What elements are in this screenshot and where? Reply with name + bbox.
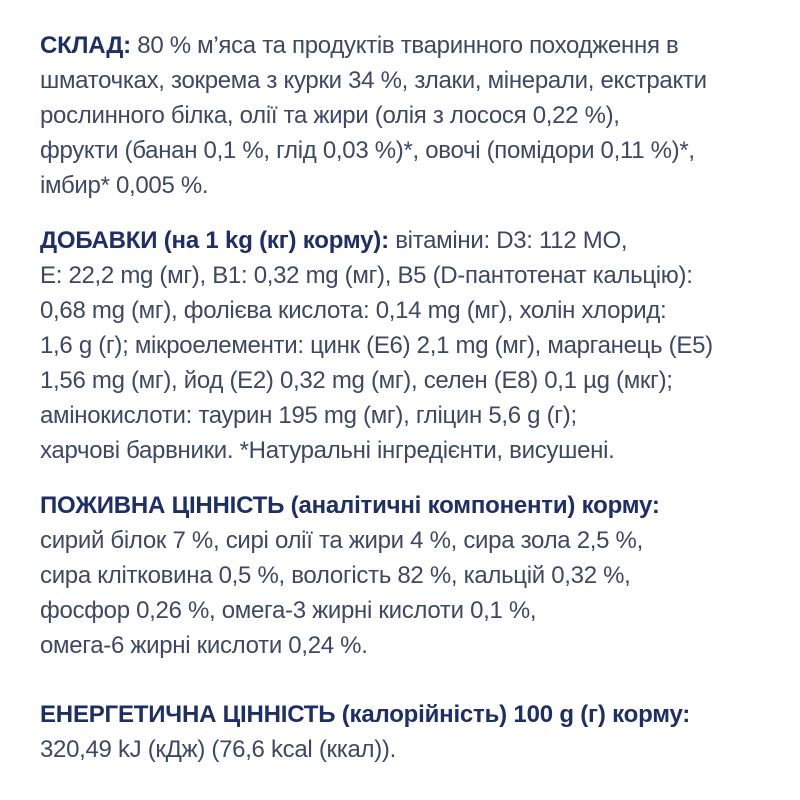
text-line: 80 % м’яса та продуктів тваринного походження в <box>130 32 679 59</box>
text-line: імбир* 0,005 %. <box>40 172 209 199</box>
text-line: фосфор 0,26 %, омега-3 жирні кислоти 0,1 %, <box>40 597 537 624</box>
section-heading: ЕНЕРГЕТИЧНА ЦІННІСТЬ (калорійність) 100 g (г) корму: <box>40 701 691 728</box>
text-line: омега-6 жирні кислоти 0,24 %. <box>40 632 368 659</box>
text-line: шматочках, зокрема з курки 34 %, злаки, мінерали, екстракти <box>40 67 707 94</box>
section-energy <box>40 697 770 767</box>
text-line: вітаміни: D3: 112 МО, <box>388 227 628 254</box>
section-heading: ПОЖИВНА ЦІННІСТЬ (аналітичні компоненти) корму: <box>40 492 660 519</box>
section-nutrition <box>40 488 770 663</box>
text-line: 1,6 g (г); мікроелементи: цинк (E6) 2,1 mg (мг), марганець (E5) <box>40 332 713 359</box>
text-line: 1,56 mg (мг), йод (E2) 0,32 mg (мг), селен (E8) 0,1 µg (мкг); <box>40 367 673 394</box>
text-line: сирий білок 7 %, сирі олії та жири 4 %, сира зола 2,5 %, <box>40 527 643 554</box>
section-heading: СКЛАД: <box>40 32 131 59</box>
text-line: 0,68 mg (мг), фолієва кислота: 0,14 mg (мг), холін хлорид: <box>40 297 667 324</box>
text-line: сира клітковина 0,5 %, вологість 82 %, кальцій 0,32 %, <box>40 562 631 589</box>
text-line: фрукти (банан 0,1 %, глід 0,03 %)*, овочі (помідори 0,11 %)*, <box>40 137 695 164</box>
section-additives <box>40 223 770 468</box>
section-composition <box>40 28 770 203</box>
text-line: E: 22,2 mg (мг), B1: 0,32 mg (мг), B5 (D-пантотенат кальцію): <box>40 262 693 289</box>
text-line: харчові барвники. *Натуральні інгредієнти, висушені. <box>40 437 615 464</box>
text-line: амінокислоти: таурин 195 mg (мг), гліцин 5,6 g (г); <box>40 402 577 429</box>
section-heading: ДОБАВКИ (на 1 kg (кг) корму): <box>40 227 389 254</box>
text-line: 320,49 kJ (кДж) (76,6 kcal (ккал)). <box>40 736 396 763</box>
text-line: рослинного білка, олії та жири (олія з лосося 0,22 %), <box>40 102 620 129</box>
